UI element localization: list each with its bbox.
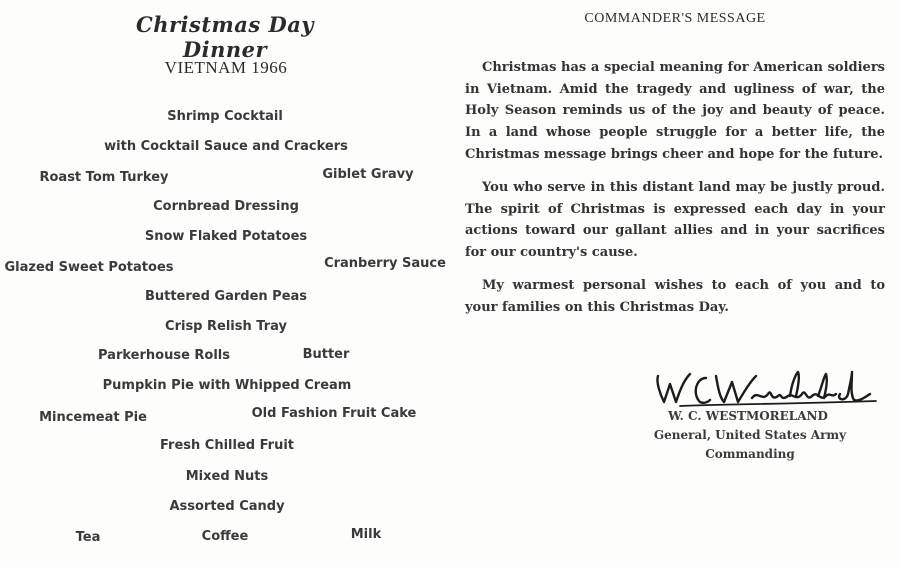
menu-item-giblet-gravy: Giblet Gravy <box>322 167 414 182</box>
menu-item-relish-tray: Crisp Relish Tray <box>165 319 287 334</box>
signature-name: W. C. WESTMORELAND <box>668 409 828 423</box>
menu-item-cornbread-dressing: Cornbread Dressing <box>153 199 299 214</box>
menu-item-tea: Tea <box>75 530 101 545</box>
menu-item-chilled-fruit: Fresh Chilled Fruit <box>160 438 294 453</box>
menu-item-pumpkin-pie: Pumpkin Pie with Whipped Cream <box>102 378 352 393</box>
signature-title: General, United States Army <box>653 428 847 442</box>
menu-item-milk: Milk <box>350 527 382 542</box>
menu-item-mixed-nuts: Mixed Nuts <box>185 469 269 484</box>
menu-item-buttered-peas: Buttered Garden Peas <box>144 289 308 304</box>
menu-item-parkerhouse-rolls: Parkerhouse Rolls <box>98 348 230 363</box>
menu-subtitle: VIETNAM 1966 <box>164 58 288 77</box>
menu-title: Christmas Day Dinner <box>135 12 315 62</box>
menu-item-coffee: Coffee <box>201 529 249 544</box>
menu-item-snow-flaked-potatoes: Snow Flaked Potatoes <box>144 229 308 244</box>
message-paragraph: You who serve in this distant land may be justly proud. The spirit of Christmas is expressed each day in your actions toward our gallant allies and in your sacrifices for our country's cause. <box>465 180 885 261</box>
menu-item-roast-turkey: Roast Tom Turkey <box>39 170 169 185</box>
menu-item-butter: Butter <box>302 347 350 362</box>
handwritten-signature <box>640 368 880 410</box>
menu-item-glazed-sweet-potatoes: Glazed Sweet Potatoes <box>4 260 174 275</box>
menu-item-assorted-candy: Assorted Candy <box>169 499 285 514</box>
menu-item-cocktail-sauce: with Cocktail Sauce and Crackers <box>104 139 348 154</box>
message-paragraph: Christmas has a special meaning for American soldiers in Vietnam. Amid the tragedy and ugliness of war, the Holy Season reminds us of the joy and beauty of peace. In a land whose people struggle for a better life, the Christmas message brings cheer and hope for the future. <box>465 60 885 162</box>
menu-item-shrimp-cocktail: Shrimp Cocktail <box>167 109 283 124</box>
menu-item-cranberry-sauce: Cranberry Sauce <box>324 256 446 271</box>
menu-item-fruit-cake: Old Fashion Fruit Cake <box>251 406 417 421</box>
message-paragraph: My warmest personal wishes to each of you and to your families on this Christmas Day. <box>465 278 885 315</box>
menu-item-mincemeat-pie: Mincemeat Pie <box>39 410 147 425</box>
message-heading: COMMANDER'S MESSAGE <box>584 11 766 26</box>
signature-role: Commanding <box>705 447 795 461</box>
